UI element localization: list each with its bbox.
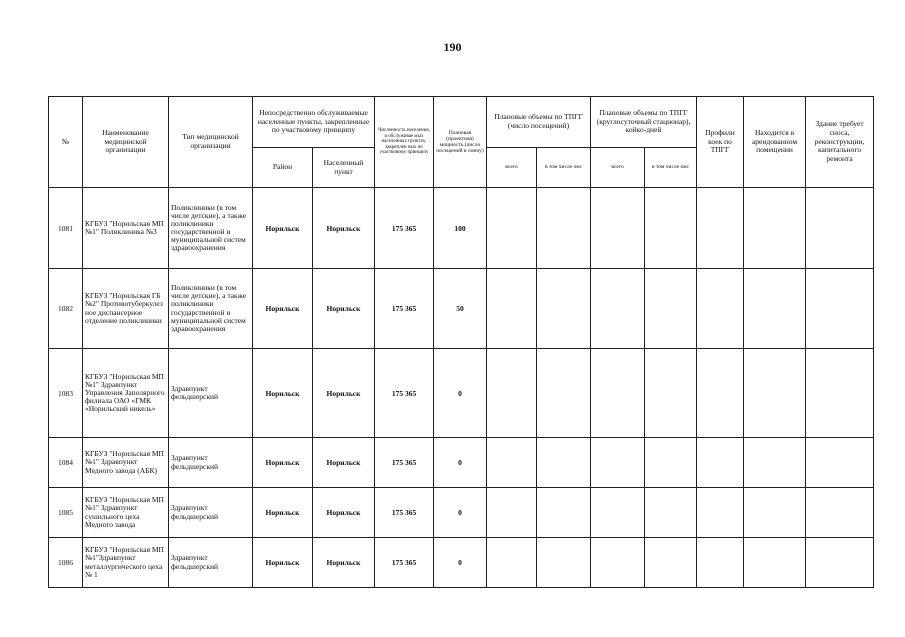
page-number: 190	[443, 40, 462, 54]
empty-cell	[806, 349, 874, 438]
empty-cell	[697, 349, 744, 438]
med-type-cell: Здравпункт фельдшерский	[169, 538, 253, 588]
empty-cell	[487, 488, 537, 538]
settlement-cell: Норильск	[313, 188, 375, 269]
med-type-cell: Поликлиники (в том числе детские), а также поликлиники государственной и муниципальной систем здравоохранения	[169, 188, 253, 269]
row-number: 1085	[49, 488, 83, 538]
org-name-cell: КГБУЗ "Норильская МП №1"Здравпункт металлургического цеха № 1	[83, 538, 169, 588]
empty-cell	[806, 488, 874, 538]
header-total-visits: всего	[487, 148, 537, 188]
empty-cell	[537, 349, 591, 438]
header-settlement: Населенный пункт	[313, 148, 375, 188]
header-oms-visits: в том числе омс	[537, 148, 591, 188]
population-cell: 175 365	[375, 488, 434, 538]
capacity-cell: 0	[434, 349, 487, 438]
population-cell: 175 365	[375, 538, 434, 588]
empty-cell	[591, 349, 645, 438]
med-type-cell: Здравпункт фельдшерский	[169, 349, 253, 438]
header-row-top	[49, 97, 874, 148]
header-oms-beds: в том числе омс	[645, 148, 697, 188]
empty-cell	[697, 438, 744, 488]
empty-cell	[697, 188, 744, 269]
empty-cell	[537, 188, 591, 269]
empty-cell	[645, 488, 697, 538]
row-number: 1082	[49, 269, 83, 349]
empty-cell	[645, 269, 697, 349]
org-name-cell: КГБУЗ "Норильская МП №1" Здравпункт Медного завода (АБК)	[83, 438, 169, 488]
population-cell: 175 365	[375, 438, 434, 488]
empty-cell	[744, 349, 806, 438]
med-type-cell: Здравпункт фельдшерский	[169, 488, 253, 538]
empty-cell	[537, 438, 591, 488]
empty-cell	[591, 188, 645, 269]
empty-cell	[806, 538, 874, 588]
empty-cell	[487, 188, 537, 269]
district-cell: Норильск	[253, 438, 313, 488]
empty-cell	[591, 538, 645, 588]
org-name-cell: КГБУЗ "Норильская МП №1" Здравпункт сушильного цеха Медного завода	[83, 488, 169, 538]
row-number: 1081	[49, 188, 83, 269]
header-bed-profiles: Профили коек по ТПГГ	[697, 97, 744, 188]
table-row	[49, 538, 874, 588]
row-number: 1084	[49, 438, 83, 488]
header-med-type: Тип медицинской организации	[169, 97, 253, 188]
settlement-cell: Норильск	[313, 349, 375, 438]
empty-cell	[537, 538, 591, 588]
row-number: 1083	[49, 349, 83, 438]
capacity-cell: 100	[434, 188, 487, 269]
district-cell: Норильск	[253, 269, 313, 349]
capacity-cell: 0	[434, 438, 487, 488]
empty-cell	[487, 438, 537, 488]
empty-cell	[645, 438, 697, 488]
med-type-cell: Поликлиники (в том числе детские), а также поликлиники государственной и муниципальной систем здравоохранения	[169, 269, 253, 349]
population-cell: 175 365	[375, 188, 434, 269]
district-cell: Норильск	[253, 488, 313, 538]
settlement-cell: Норильск	[313, 269, 375, 349]
district-cell: Норильск	[253, 188, 313, 269]
header-org-name: Наименование медицинской организации	[83, 97, 169, 188]
settlement-cell: Норильск	[313, 538, 375, 588]
header-num: №	[49, 97, 83, 188]
empty-cell	[591, 438, 645, 488]
capacity-cell: 0	[434, 538, 487, 588]
empty-cell	[744, 269, 806, 349]
org-name-cell: КГБУЗ "Норильская МП №1" Здравпункт Управления Заполярного филиала ОАО «ГМК «Норильский никель»	[83, 349, 169, 438]
empty-cell	[591, 488, 645, 538]
empty-cell	[744, 488, 806, 538]
empty-cell	[744, 538, 806, 588]
population-cell: 175 365	[375, 349, 434, 438]
empty-cell	[744, 188, 806, 269]
empty-cell	[487, 349, 537, 438]
org-name-cell: КГБУЗ "Норильская ГБ №2" Противотуберкулез ное диспансерное отделение поликлиники	[83, 269, 169, 349]
table-row	[49, 488, 874, 538]
empty-cell	[487, 269, 537, 349]
empty-cell	[537, 488, 591, 538]
facilities-table	[48, 96, 874, 588]
header-repair: Здание требует сноса, реконструкции, капитального ремонта	[806, 97, 874, 188]
empty-cell	[645, 188, 697, 269]
district-cell: Норильск	[253, 349, 313, 438]
settlement-cell: Норильск	[313, 438, 375, 488]
settlement-cell: Норильск	[313, 488, 375, 538]
empty-cell	[591, 269, 645, 349]
header-served-points: Непосредственно обслуживаемые населенные пункты, закрепленные по участковому принципу	[253, 97, 375, 148]
table-row	[49, 349, 874, 438]
row-number: 1086	[49, 538, 83, 588]
empty-cell	[645, 538, 697, 588]
table-row	[49, 438, 874, 488]
capacity-cell: 0	[434, 488, 487, 538]
empty-cell	[697, 269, 744, 349]
empty-cell	[487, 538, 537, 588]
table-row	[49, 188, 874, 269]
header-district: Район	[253, 148, 313, 188]
header-planned-capacity: Плановая (проектная) мощность (число посещений в смену)	[434, 97, 487, 188]
empty-cell	[537, 269, 591, 349]
header-planned-beds: Плановые объемы по ТПГГ (круглосуточный стационар), койко-дней	[591, 97, 697, 148]
table-row	[49, 269, 874, 349]
empty-cell	[806, 438, 874, 488]
header-population: Численность населения, в обслуживае мых населенных пунктах, закреплен ных по участковому принципу	[375, 97, 434, 188]
header-planned-visits: Плановые объемы по ТПГГ (число посещений)	[487, 97, 591, 148]
empty-cell	[744, 438, 806, 488]
header-total-beds: всего	[591, 148, 645, 188]
population-cell: 175 365	[375, 269, 434, 349]
header-rented: Находится в арендованном помещении	[744, 97, 806, 188]
district-cell: Норильск	[253, 538, 313, 588]
empty-cell	[806, 188, 874, 269]
org-name-cell: КГБУЗ "Норильская МП №1" Поликлиника №3	[83, 188, 169, 269]
empty-cell	[645, 349, 697, 438]
med-type-cell: Здравпункт фельдшерский	[169, 438, 253, 488]
capacity-cell: 50	[434, 269, 487, 349]
empty-cell	[697, 538, 744, 588]
empty-cell	[806, 269, 874, 349]
empty-cell	[697, 488, 744, 538]
